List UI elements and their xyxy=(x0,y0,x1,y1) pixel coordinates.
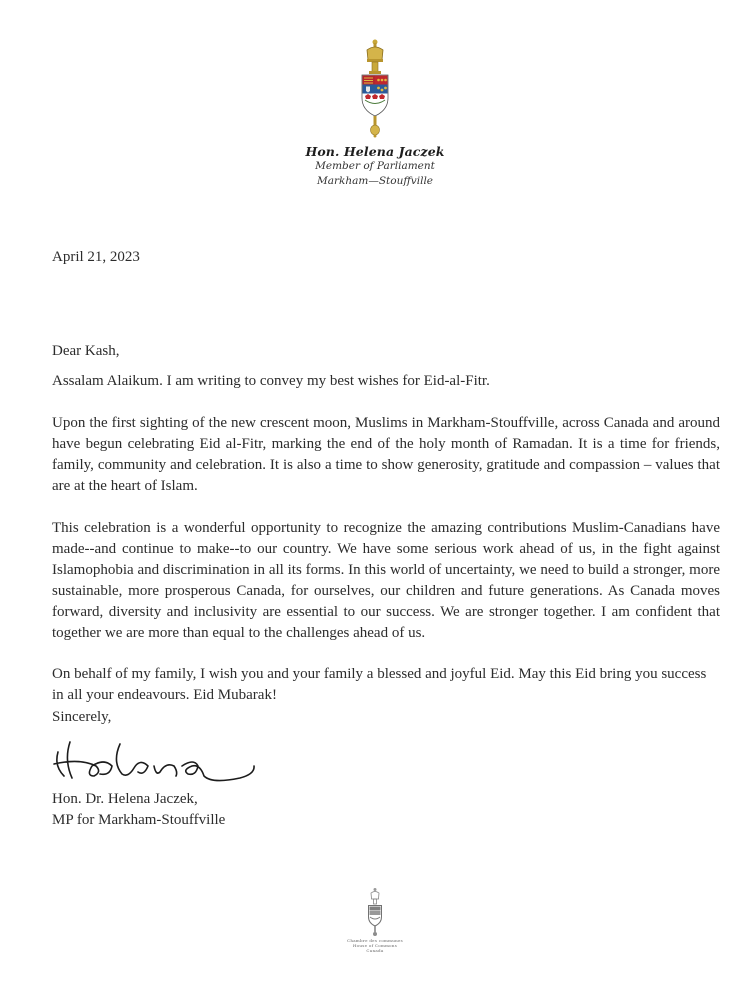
signer-name: Hon. Dr. Helena Jaczek, xyxy=(52,791,198,807)
house-of-commons-mace-icon xyxy=(365,886,385,938)
footer-line-english: House of Commons xyxy=(352,943,398,948)
letterhead-role: Member of Parliament xyxy=(315,160,435,172)
letterhead-riding: Markham—Stouffville xyxy=(316,175,434,187)
closing: Sincerely, xyxy=(52,709,112,725)
footer-line-country: Canada xyxy=(366,948,384,953)
paragraph-wishes: On behalf of my family, I wish you and your family a blessed and joyful Eid. May this Eid bring you success in all your endeavours. Eid Mubarak! xyxy=(52,666,707,703)
salutation: Dear Kash, xyxy=(52,343,120,359)
paragraph-greeting: Assalam Alaikum. I am writing to convey my best wishes for Eid-al-Fitr. xyxy=(52,373,490,389)
letterhead xyxy=(0,38,750,189)
house-of-commons-mace-icon xyxy=(355,38,395,138)
handwritten-signature xyxy=(50,736,270,788)
paragraph-eid-celebration: Upon the first sighting of the new crescent moon, Muslims in Markham-Stouffville, across Canada and around have begun celebrating Eid al-Fitr, marking the end of the holy month of Ramadan. It is a time for friends, family, community and celebration. It is also a time to show generosity, gratitude and compassion – values that are at the heart of Islam. xyxy=(52,415,720,494)
letter-date: April 21, 2023 xyxy=(52,249,140,265)
paragraph-contributions: This celebration is a wonderful opportunity to recognize the amazing contributions Muslim-Canadians have made--and continue to make--to our country. We have some serious work ahead of us, in the fight against Islamophobia and discrimination in all its forms. In this world of uncertainty, we need to build a stronger, more sustainable, more prosperous Canada, for ourselves, our children and future generations. As Canada moves forward, diversity and inclusivity are essential to our success. We are stronger together. I am confident that together we are more than equal to the challenges ahead of us. xyxy=(52,520,720,641)
footer-line-french: Chambre des communes xyxy=(347,938,403,943)
letterhead-name: Hon. Helena Jaczek xyxy=(305,144,445,159)
signer-title: MP for Markham-Stouffville xyxy=(52,812,226,828)
footer-emblem xyxy=(0,886,750,953)
